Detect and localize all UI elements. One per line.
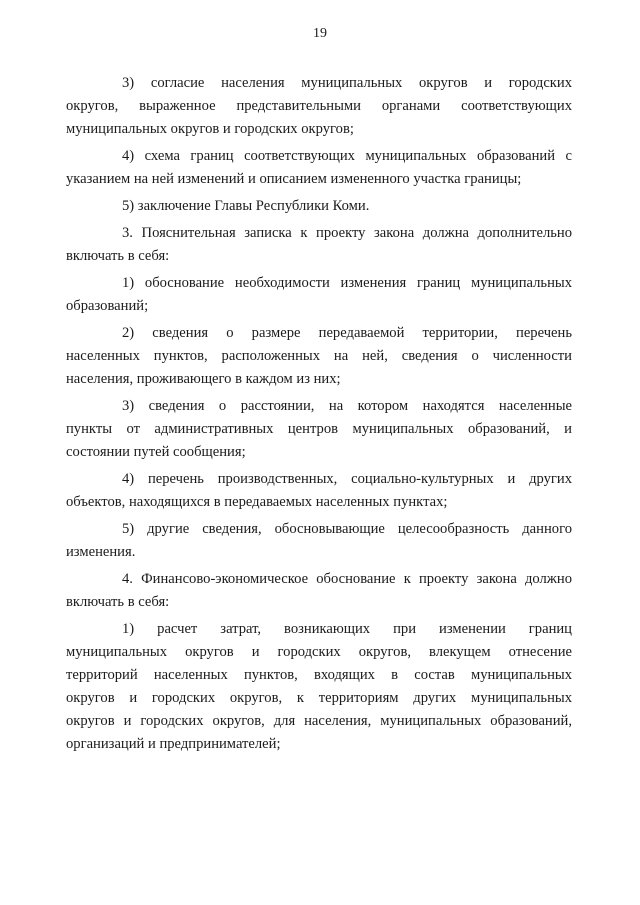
paragraph-line: состоянии путей сообщения;: [66, 444, 246, 460]
paragraph: [66, 518, 572, 564]
paragraph: [66, 468, 572, 514]
paragraph-line: 2) сведения о размере передаваемой территории, перечень: [122, 325, 572, 341]
paragraph-line: муниципальных округов и городских округов;: [66, 121, 354, 137]
paragraph-line: населенных пунктов, расположенных на ней, сведения о численности: [66, 348, 572, 364]
paragraph-line: 1) расчет затрат, возникающих при изменении границ: [122, 621, 572, 637]
document-body: [66, 72, 572, 760]
paragraph-line: 1) обоснование необходимости изменения границ муниципальных: [122, 275, 572, 291]
paragraph: [66, 72, 572, 141]
paragraph-line: пункты от административных центров муниципальных образований, и: [66, 421, 572, 437]
page-number: 19: [313, 26, 327, 41]
paragraph-line: изменения.: [66, 544, 136, 560]
paragraph-line: 5) другие сведения, обосновывающие целесообразность данного: [122, 521, 572, 537]
paragraph-line: округов и городских округов, к территориям других муниципальных: [66, 690, 572, 706]
paragraph-line: территорий населенных пунктов, входящих в состав муниципальных: [66, 667, 572, 683]
paragraph-line: населения, проживающего в каждом из них;: [66, 371, 341, 387]
paragraph-line: организаций и предпринимателей;: [66, 736, 281, 752]
paragraph: [66, 395, 572, 464]
paragraph-line: 4. Финансово-экономическое обоснование к проекту закона должно: [122, 571, 572, 587]
paragraph-line: округов, выраженное представительными органами соответствующих: [66, 98, 572, 114]
paragraph: [66, 618, 572, 756]
paragraph-line: 3) согласие населения муниципальных округов и городских: [122, 75, 572, 91]
paragraph-line: 4) перечень производственных, социально-культурных и других: [122, 471, 572, 487]
paragraph: [66, 322, 572, 391]
paragraph: [66, 272, 572, 318]
paragraph-line: объектов, находящихся в передаваемых населенных пунктах;: [66, 494, 448, 510]
paragraph: [66, 145, 572, 191]
paragraph: [66, 222, 572, 268]
paragraph-line: указанием на ней изменений и описанием измененного участка границы;: [66, 171, 522, 187]
paragraph-line: округов и городских округов, для населения, муниципальных образований,: [66, 713, 572, 729]
paragraph-line: 3) сведения о расстоянии, на котором находятся населенные: [122, 398, 572, 414]
paragraph-line: 5) заключение Главы Республики Коми.: [122, 198, 370, 214]
paragraph-line: образований;: [66, 298, 149, 314]
paragraph-line: включать в себя:: [66, 594, 170, 610]
paragraph: [66, 195, 572, 218]
paragraph-line: включать в себя:: [66, 248, 170, 264]
paragraph: [66, 568, 572, 614]
paragraph-line: 4) схема границ соответствующих муниципальных образований с: [122, 148, 572, 164]
paragraph-line: муниципальных округов и городских округов, влекущем отнесение: [66, 644, 572, 660]
paragraph-line: 3. Пояснительная записка к проекту закона должна дополнительно: [122, 225, 572, 241]
